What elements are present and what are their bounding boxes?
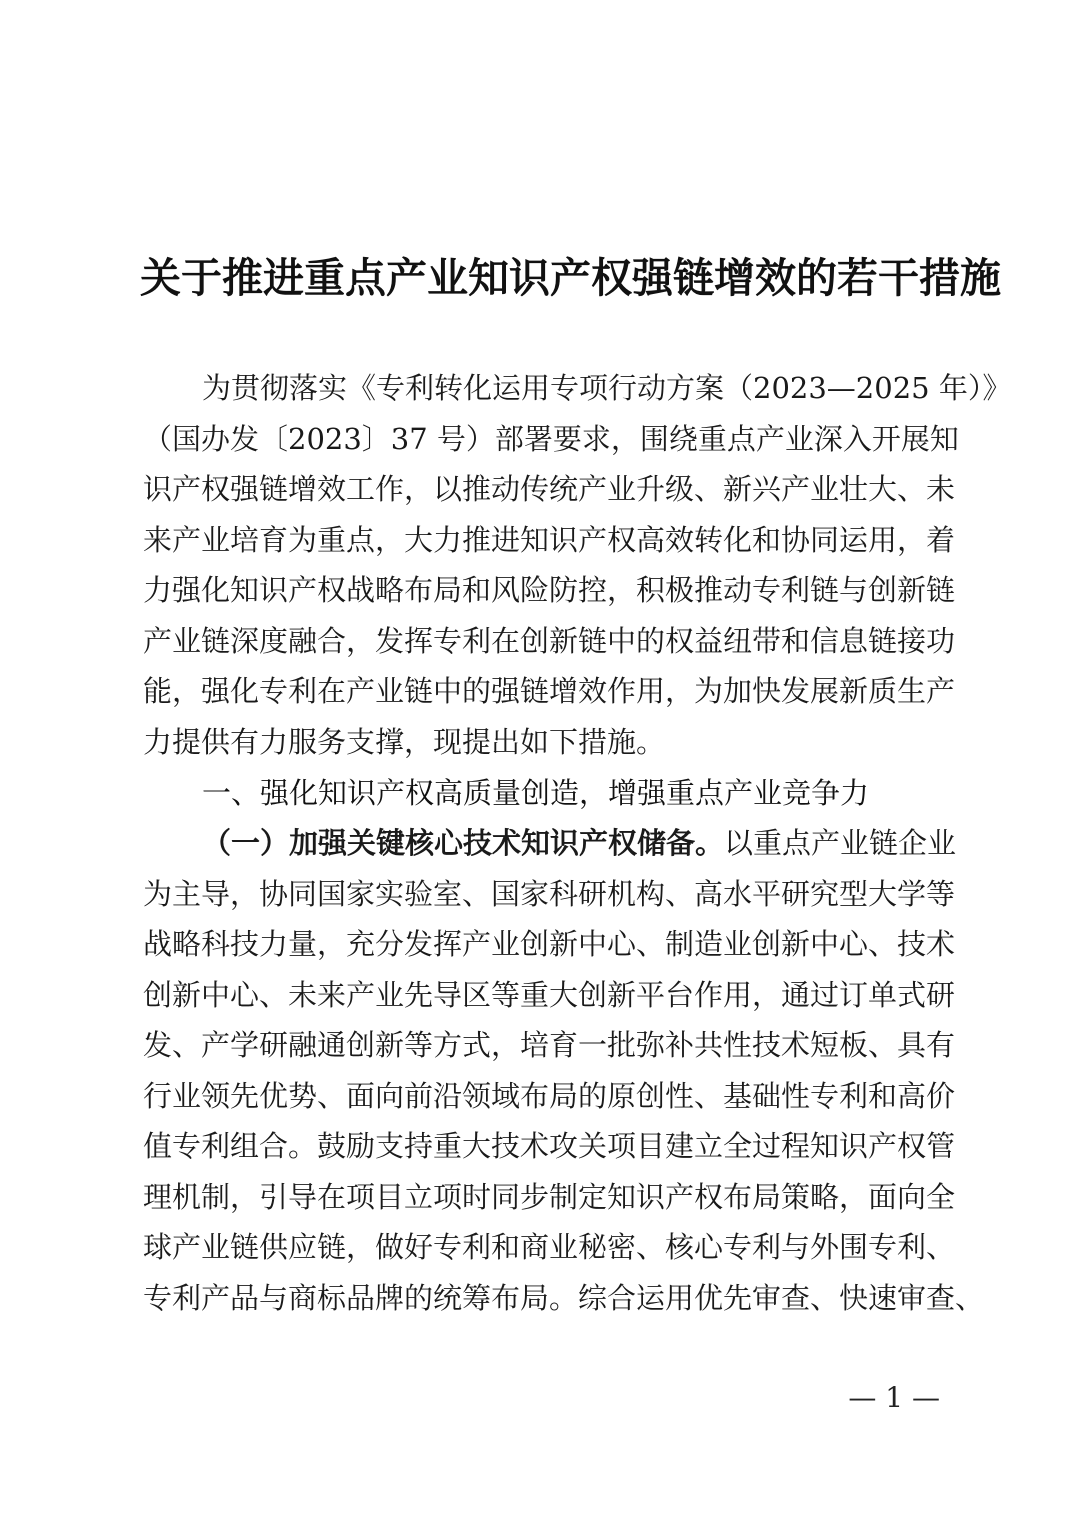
intro-line: 力强化知识产权战略布局和风险防控，积极推动专利链与创新链 <box>143 573 956 607</box>
body-line: 理机制，引导在项目立项时同步制定知识产权布局策略，面向全 <box>143 1180 956 1214</box>
body-line: 创新中心、未来产业先导区等重大创新平台作用，通过订单式研 <box>143 978 956 1012</box>
document-title: 关于推进重点产业知识产权强链增效的若干措施 <box>140 254 1001 302</box>
body-line: 行业领先优势、面向前沿领域布局的原创性、基础性专利和高价 <box>143 1079 956 1113</box>
body-line: 为主导，协同国家实验室、国家科研机构、高水平研究型大学等 <box>143 877 956 911</box>
subsection-lead: （一）加强关键核心技术知识产权储备。 <box>202 826 725 860</box>
intro-line: 力提供有力服务支撑，现提出如下措施。 <box>143 725 666 759</box>
page-number: — 1 — <box>848 1381 940 1414</box>
intro-line: 为贯彻落实《专利转化运用专项行动方案（2023—2025 年）》 <box>202 371 1012 405</box>
intro-line: （国办发〔2023〕37 号）部署要求，围绕重点产业深入开展知 <box>143 422 959 456</box>
body-line: 球产业链供应链，做好专利和商业秘密、核心专利与外围专利、 <box>143 1230 956 1264</box>
subsection-first-line-rest: 以重点产业链企业 <box>724 826 957 860</box>
body-line: 发、产学研融通创新等方式，培育一批弥补共性技术短板、具有 <box>143 1028 956 1062</box>
subsection-first-line <box>202 817 957 869</box>
intro-line: 识产权强链增效工作，以推动传统产业升级、新兴产业壮大、未 <box>143 472 956 506</box>
body-line: 战略科技力量，充分发挥产业创新中心、制造业创新中心、技术 <box>143 927 956 961</box>
intro-line: 能，强化专利在产业链中的强链增效作用，为加快发展新质生产 <box>143 674 956 708</box>
body-line: 专利产品与商标品牌的统筹布局。综合运用优先审查、快速审查、 <box>143 1281 985 1315</box>
section-heading: 一、强化知识产权高质量创造，增强重点产业竞争力 <box>202 776 870 810</box>
body-line: 值专利组合。鼓励支持重大技术攻关项目建立全过程知识产权管 <box>143 1129 956 1163</box>
intro-line: 产业链深度融合，发挥专利在创新链中的权益纽带和信息链接功 <box>143 624 956 658</box>
intro-line: 来产业培育为重点，大力推进知识产权高效转化和协同运用，着 <box>143 523 956 557</box>
